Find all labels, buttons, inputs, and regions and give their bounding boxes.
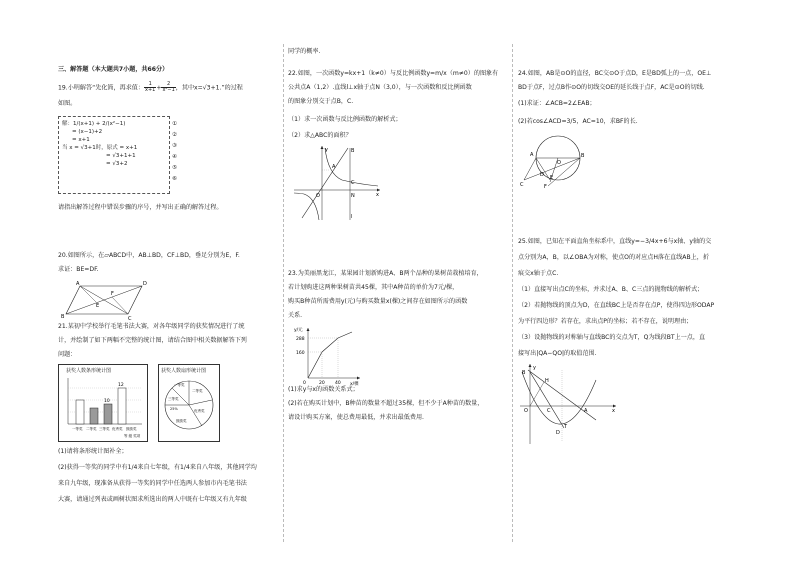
q22-part-2: （2）求△ABC的面积？ (288, 132, 352, 139)
q24-label-a: A (530, 152, 534, 158)
q22-label-n: N (351, 193, 355, 199)
q23-stem-4: 关系. (288, 312, 303, 319)
q19-fraction-2: $\frac{2}{\text{x²−1}}$ (162, 81, 175, 93)
q21-stem-1: 21.某初中学校举行毛笔书法大赛，对各年级同学的获奖情况进行了统 (58, 323, 245, 330)
q21-bar-4 (104, 404, 112, 424)
q25-label-d: D (556, 430, 560, 436)
q23-tick-160: 160 (296, 351, 305, 356)
q24-part-1: (1)求证：∠ACB=2∠EAB； (518, 100, 596, 107)
q25-stem-2: 点分别为A，B，以∠OBA为对称，使点O的对应点H落在直线AB上，折 (518, 254, 709, 261)
q21-bar-label-10: 10 (104, 399, 110, 404)
q21-part-1: (1)请将条形统计图补全； (58, 448, 128, 455)
q21-cat-2: 二等奖 (86, 427, 97, 431)
q23-stem-2: 若计划购进这两种果树苗共45棵，其中A种苗的单价为7元/棵， (288, 284, 459, 291)
q22-label-l: l (351, 214, 353, 220)
q23-tick-40: 40 (335, 381, 341, 386)
q19-stem: 19.小明解答“先化简，再求值： $\frac{1}{x+1}$ + $\frac{2}{\text{x²−1}}$ ，其中x=√3+1.”的过程 (58, 81, 243, 93)
q24-label-d: D (540, 172, 544, 178)
q21-pie-label-pct: 25% (170, 407, 178, 411)
q22-stem-1: 22.如图，一次函数y=kx+1（k≠0）与反比例函数y=m/x（m≠0）的图象有 (288, 70, 499, 77)
q25-label-a: A (584, 408, 588, 414)
q25-part-3: （3）设抛物线的对称轴与直线BC的交点为T，Q为线段BT上一点，直 (518, 334, 706, 341)
q25-label-h: H (545, 378, 549, 384)
q21-continued: 同学的概率. (288, 48, 321, 55)
q25-label-o: O (524, 408, 528, 414)
q22-label-c: C (351, 180, 355, 186)
q19-solution-text: 解：1/(x+1) + 2/(x²−1) = (x−1)+2 = x+1 当 x = √3+1时，原式 = x+1 = √3+1+1 = √3+2 (62, 121, 138, 167)
q21-bar-label-12: 12 (118, 383, 124, 388)
column-divider-2 (512, 44, 513, 542)
q21-pie-chart (162, 378, 216, 432)
q21-cat-4: 优秀奖 (112, 427, 123, 431)
q19-instruction: 请指出解答过程中错误步骤的序号，并写出正确的解答过程。 (58, 204, 223, 211)
q25-label-t: T (564, 424, 568, 430)
section-title: 三、解答题（本大题共7小题，共66分） (58, 66, 169, 73)
q25-part-1: （1）直接写出点C的坐标，并求过A、B、C三点的抛物线的解析式； (518, 286, 704, 293)
q23-x-axis-label: x/棵 (350, 382, 359, 387)
q22-part-1: （1）求一次函数与反比例函数的解析式； (288, 116, 402, 123)
q25-label-c: C (547, 408, 551, 414)
q23-part-1: (1)求y与x的函数关系式； (288, 386, 359, 393)
q24-part-2: (2)若cos∠ACD=3/5，AC=10，求BF的长. (518, 118, 638, 125)
q20-label-d: D (143, 281, 147, 287)
q22-label-x: x (376, 192, 379, 198)
q21-bar-2 (76, 400, 84, 424)
q19-condition: ，其中x=√3+1.”的过程 (175, 84, 243, 92)
q22-function-graph (292, 144, 382, 222)
q25-label-y: y (533, 365, 536, 371)
q21-bar-title: 获奖人数条形统计图 (66, 368, 112, 374)
q20-prove: 求证：BE=DF. (58, 266, 99, 273)
q21-bar-3 (90, 408, 98, 424)
q22-label-a: A (332, 164, 336, 170)
q23-y-axis-label: y/元 (294, 328, 303, 333)
q19-fraction-1: $\frac{1}{x+1}$ (144, 81, 156, 93)
q21-cat-5: 鼓励奖 (126, 427, 137, 431)
q23-part-2: (2)若在购买计划中，B种苗的数量不超过35棵，但不少于A种苗的数量， (288, 400, 484, 407)
q24-circle-figure (520, 132, 586, 188)
q25-part-2: （2）若抛物线的顶点为D，在直线BC上是否存在点P，使得四边形ODAP (518, 302, 715, 309)
q20-stem: 20.如图所示，在▱ABCD中，AB⊥BD，CF⊥BD，垂足分别为E，F. (58, 252, 240, 259)
q21-pie-title: 获奖人数扇形统计图 (161, 368, 207, 374)
q20-label-e: E (96, 303, 100, 309)
q19-solution-box (58, 116, 170, 194)
q19-intro: 19.小明解答“先化简，再求值： (58, 84, 144, 92)
q24-stem-1: 24.如图，AB是⊙O的直径，BC交⊙O于点D，E是BD弧上的一点，OE⊥ (518, 70, 712, 77)
q23-stem-1: 23.为美丽黑龙江，某果园计划新购进A、B两个品种的果树苗栽植培育， (288, 270, 483, 277)
q21-pie-label-5: 鼓励奖 (176, 419, 187, 423)
q21-axis-label: 等 级 奖项 (124, 434, 141, 438)
q20-label-f: F (111, 291, 114, 297)
q25-part-3-line-2: 接写出|QA−QO|的取值范围. (518, 350, 597, 357)
q21-pie-label-2: 二等奖 (192, 389, 203, 393)
q24-stem-2: BD于点F，过点B作⊙O的切线交OE的延长线于点F，AC是⊙O的切线. (518, 84, 705, 91)
q25-stem-1: 25.如图，已知在平面直角坐标系中，直线y=−3/4x+6与x轴、y轴的交 (518, 238, 712, 245)
q21-cat-1: 一等奖 (72, 427, 83, 431)
q20-label-b: B (61, 314, 65, 320)
q22-stem-3: 的图象分别交于点B，C. (288, 98, 354, 105)
q23-stem-3: 购买B种苗所需费用y(元)与购买数量x(棵)之间存在如图所示的函数 (288, 298, 468, 305)
q21-part-2-line-2: 来自九年级，现准备从获得一等奖的同学中任选两人参加市内毛笔书法 (58, 480, 247, 487)
q24-label-e: E (550, 175, 554, 181)
q23-tick-0: 0 (303, 381, 306, 386)
q21-pie-label-3: 三等奖 (168, 397, 179, 401)
q23-part-2-line-2: 请设计购买方案，使总费用最低，并求出最低费用. (288, 414, 424, 421)
q21-stem-3: 问题： (58, 351, 77, 358)
q23-tick-288: 288 (296, 337, 305, 342)
q21-part-2: (2)获得一等奖的同学中有1/4来自七年级，有1/4来自八年级，其他同学均 (58, 464, 257, 471)
q25-coordinate-figure (518, 362, 618, 446)
q19-step-marks: ① ② ③ ④ ⑤ ⑥ (172, 121, 177, 182)
q20-label-c: C (128, 316, 132, 322)
q24-label-f: F (544, 184, 547, 190)
q21-part-2-line-3: 大赛，请通过列表或画树状图求所选出的两人中既有七年级又有九年级 (58, 496, 247, 503)
q21-pie-label-1: 一等奖 (174, 383, 185, 387)
q21-bar-5 (118, 388, 126, 424)
q20-parallelogram-figure (61, 280, 147, 322)
q23-tick-20: 20 (319, 381, 325, 386)
q25-label-b: B (522, 370, 526, 376)
q24-label-b: B (581, 153, 585, 159)
q21-stem-2: 计，并绘制了如下两幅不完整的统计图，请结合图中相关数据解答下列 (58, 337, 247, 344)
q22-stem-2: 公共点A（1,2）.直线l⊥x轴于点N（3,0），与一次函数和反比例函数 (288, 84, 472, 91)
q23-cost-graph (294, 324, 364, 386)
q22-label-y: y (325, 147, 328, 153)
q25-stem-3: 痕交x轴于点C. (518, 270, 559, 277)
q19-intro-end: 如图。 (58, 100, 77, 107)
q24-label-c: C (520, 182, 524, 188)
q25-label-x: x (612, 408, 615, 414)
column-divider-1 (283, 44, 284, 542)
q22-label-b: B (351, 148, 355, 154)
q21-bar-chart (62, 376, 144, 438)
q22-label-o: O (316, 193, 320, 199)
q24-label-o: O (557, 160, 561, 166)
q20-label-a: A (76, 281, 80, 287)
q21-cat-3: 三等奖 (99, 427, 110, 431)
q25-part-2-line-2: 为平行四边形？若存在，求出点P的坐标；若不存在，说明理由； (518, 318, 693, 325)
q21-pie-label-4: 优秀奖 (194, 409, 205, 413)
